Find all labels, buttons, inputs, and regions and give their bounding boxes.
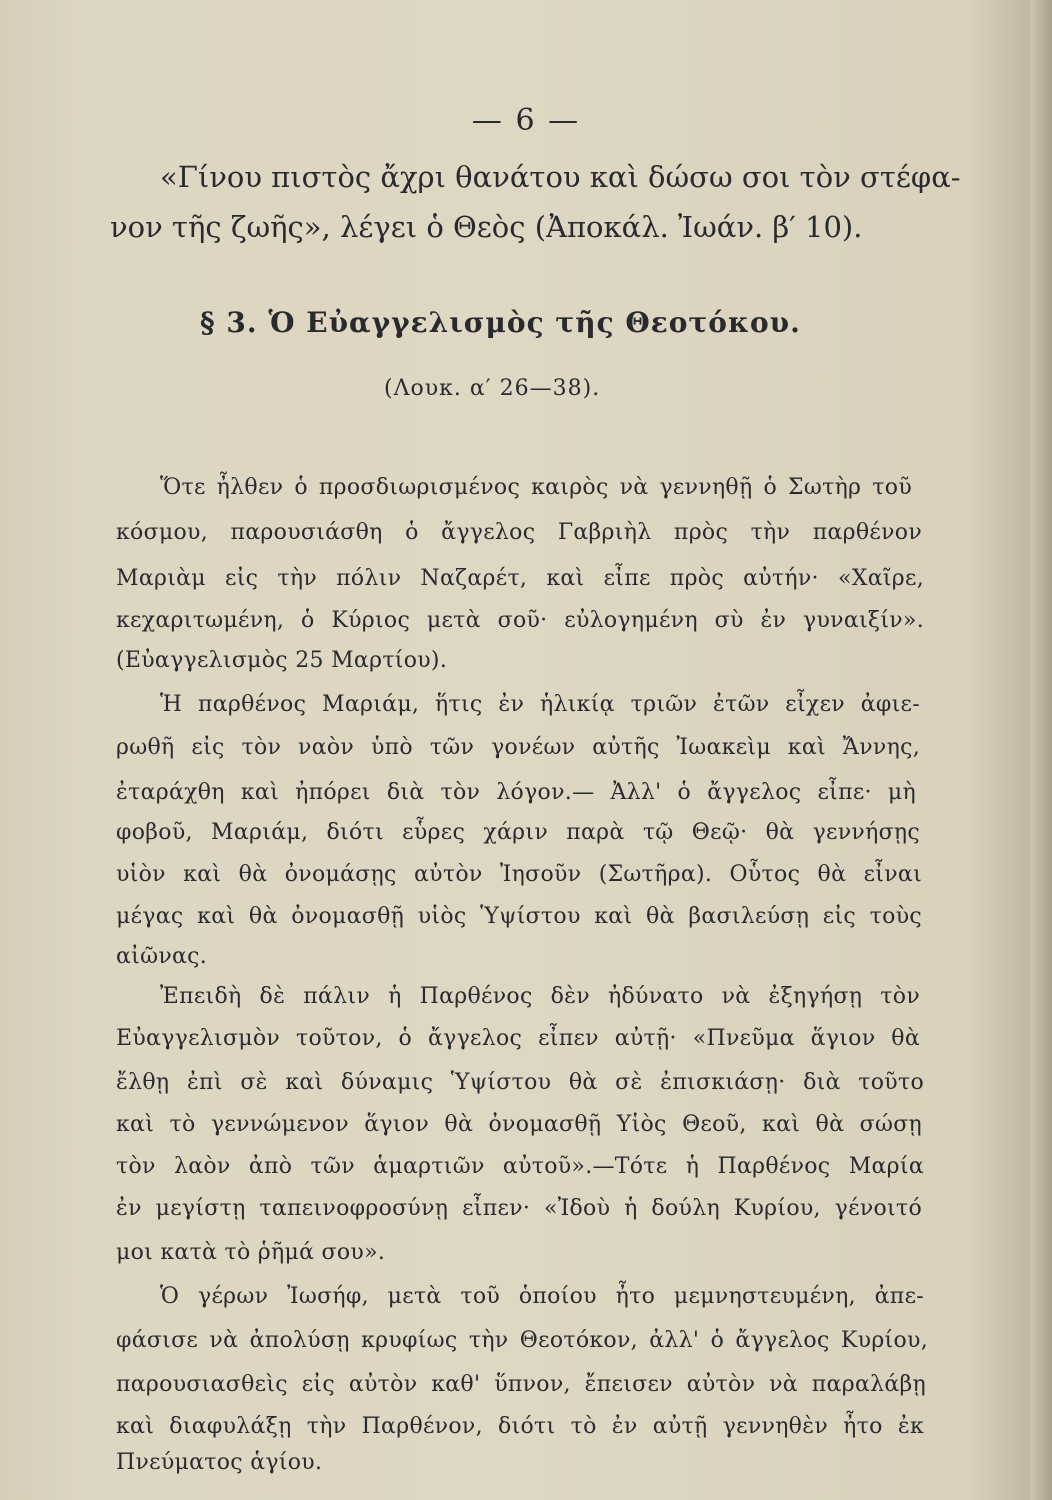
- text-line: Ὁ γέρων Ἰωσήφ, μετὰ τοῦ ὁποίου ἦτο μεμνηστευμένη, ἀπε-: [160, 1284, 924, 1309]
- text-line: Ἡ παρθένος Μαριάμ, ἥτις ἐν ἡλικίᾳ τριῶν ἐτῶν εἶχεν ἀφιε-: [160, 692, 920, 717]
- text-line: τὸν λαὸν ἀπὸ τῶν ἁμαρτιῶν αὐτοῦ».—Τότε ἡ Παρθένος Μαρία: [116, 1154, 924, 1179]
- text-line: Εὐαγγελισμὸν τοῦτον, ὁ ἄγγελος εἶπεν αὐτῇ· «Πνεῦμα ἅγιον θὰ: [116, 1026, 920, 1051]
- text-line: φάσισε νὰ ἀπολύσῃ κρυφίως τὴν Θεοτόκον, ἀλλ' ὁ ἄγγελος Κυρίου,: [116, 1328, 928, 1353]
- intro-line-1: «Γίνου πιστὸς ἄχρι θανάτου καὶ δώσω σοι τὸν στέφα-: [160, 160, 961, 194]
- page-number: — 6 —: [471, 103, 581, 138]
- text-line: μέγας καὶ θὰ ὀνομασθῇ υἱὸς Ὑψίστου καὶ θὰ βασιλεύσῃ εἰς τοὺς: [116, 904, 922, 929]
- text-line: φοβοῦ, Μαριάμ, διότι εὗρες χάριν παρὰ τῷ Θεῷ· θὰ γεννήσῃς: [116, 820, 920, 845]
- text-line: καὶ διαφυλάξῃ τὴν Παρθένον, διότι τὸ ἐν αὐτῇ γεννηθὲν ἦτο ἐκ: [116, 1414, 924, 1439]
- text-line: υἱὸν καὶ θὰ ὀνομάσῃς αὐτὸν Ἰησοῦν (Σωτῆρα). Οὗτος θὰ εἶναι: [116, 862, 922, 887]
- text-line: Πνεύματος ἁγίου.: [116, 1450, 323, 1475]
- text-line: Μαριὰμ εἰς τὴν πόλιν Ναζαρέτ, καὶ εἶπε πρὸς αὐτήν· «Χαῖρε,: [116, 566, 924, 591]
- text-line: κεχαριτωμένη, ὁ Κύριος μετὰ σοῦ· εὐλογημένη σὺ ἐν γυναιξίν».: [116, 608, 924, 633]
- text-line: καὶ τὸ γεννώμενον ἅγιον θὰ ὀνομασθῇ Υἱὸς Θεοῦ, καὶ θὰ σώσῃ: [116, 1112, 922, 1137]
- text-line: ἐν μεγίστῃ ταπεινοφροσύνῃ εἶπεν· «Ἰδοὺ ἡ δούλη Κυρίου, γένοιτό: [116, 1196, 922, 1221]
- text-line: Ἐπειδὴ δὲ πάλιν ἡ Παρθένος δὲν ἠδύνατο νὰ ἐξηγήσῃ τὸν: [160, 984, 920, 1009]
- intro-line-2: νον τῆς ζωῆς», λέγει ὁ Θεὸς (Ἀποκάλ. Ἰωάν. β′ 10).: [110, 210, 863, 244]
- text-line: (Εὐαγγελισμὸς 25 Μαρτίου).: [116, 648, 448, 673]
- text-line: μοι κατὰ τὸ ῥῆμά σου».: [116, 1240, 386, 1265]
- section-heading: § 3. Ὁ Εὐαγγελισμὸς τῆς Θεοτόκου.: [200, 306, 801, 339]
- text-line: αἰῶνας.: [116, 944, 208, 969]
- text-line: ἐταράχθη καὶ ἠπόρει διὰ τὸν λόγον.— Ἀλλ' ὁ ἄγγελος εἶπε· μὴ: [116, 780, 916, 805]
- text-line: Ὅτε ἦλθεν ὁ προσδιωρισμένος καιρὸς νὰ γεννηθῇ ὁ Σωτὴρ τοῦ: [160, 475, 912, 500]
- text-line: κόσμου, παρουσιάσθη ὁ ἄγγελος Γαβριὴλ πρὸς τὴν παρθένον: [116, 520, 922, 545]
- section-reference: (Λουκ. α′ 26—38).: [384, 376, 601, 401]
- text-line: ρωθῆ εἰς τὸν ναὸν ὑπὸ τῶν γονέων αὐτῆς Ἰωακεὶμ καὶ Ἄννης,: [116, 735, 920, 760]
- text-line: παρουσιασθεὶς εἰς αὐτὸν καθ' ὕπνον, ἔπεισεν αὐτὸν νὰ παραλάβῃ: [116, 1372, 926, 1397]
- text-line: ἔλθῃ ἐπὶ σὲ καὶ δύναμις Ὑψίστου θὰ σὲ ἐπισκιάσῃ· διὰ τοῦτο: [116, 1070, 924, 1095]
- page-edge-shadow: [1030, 0, 1052, 1500]
